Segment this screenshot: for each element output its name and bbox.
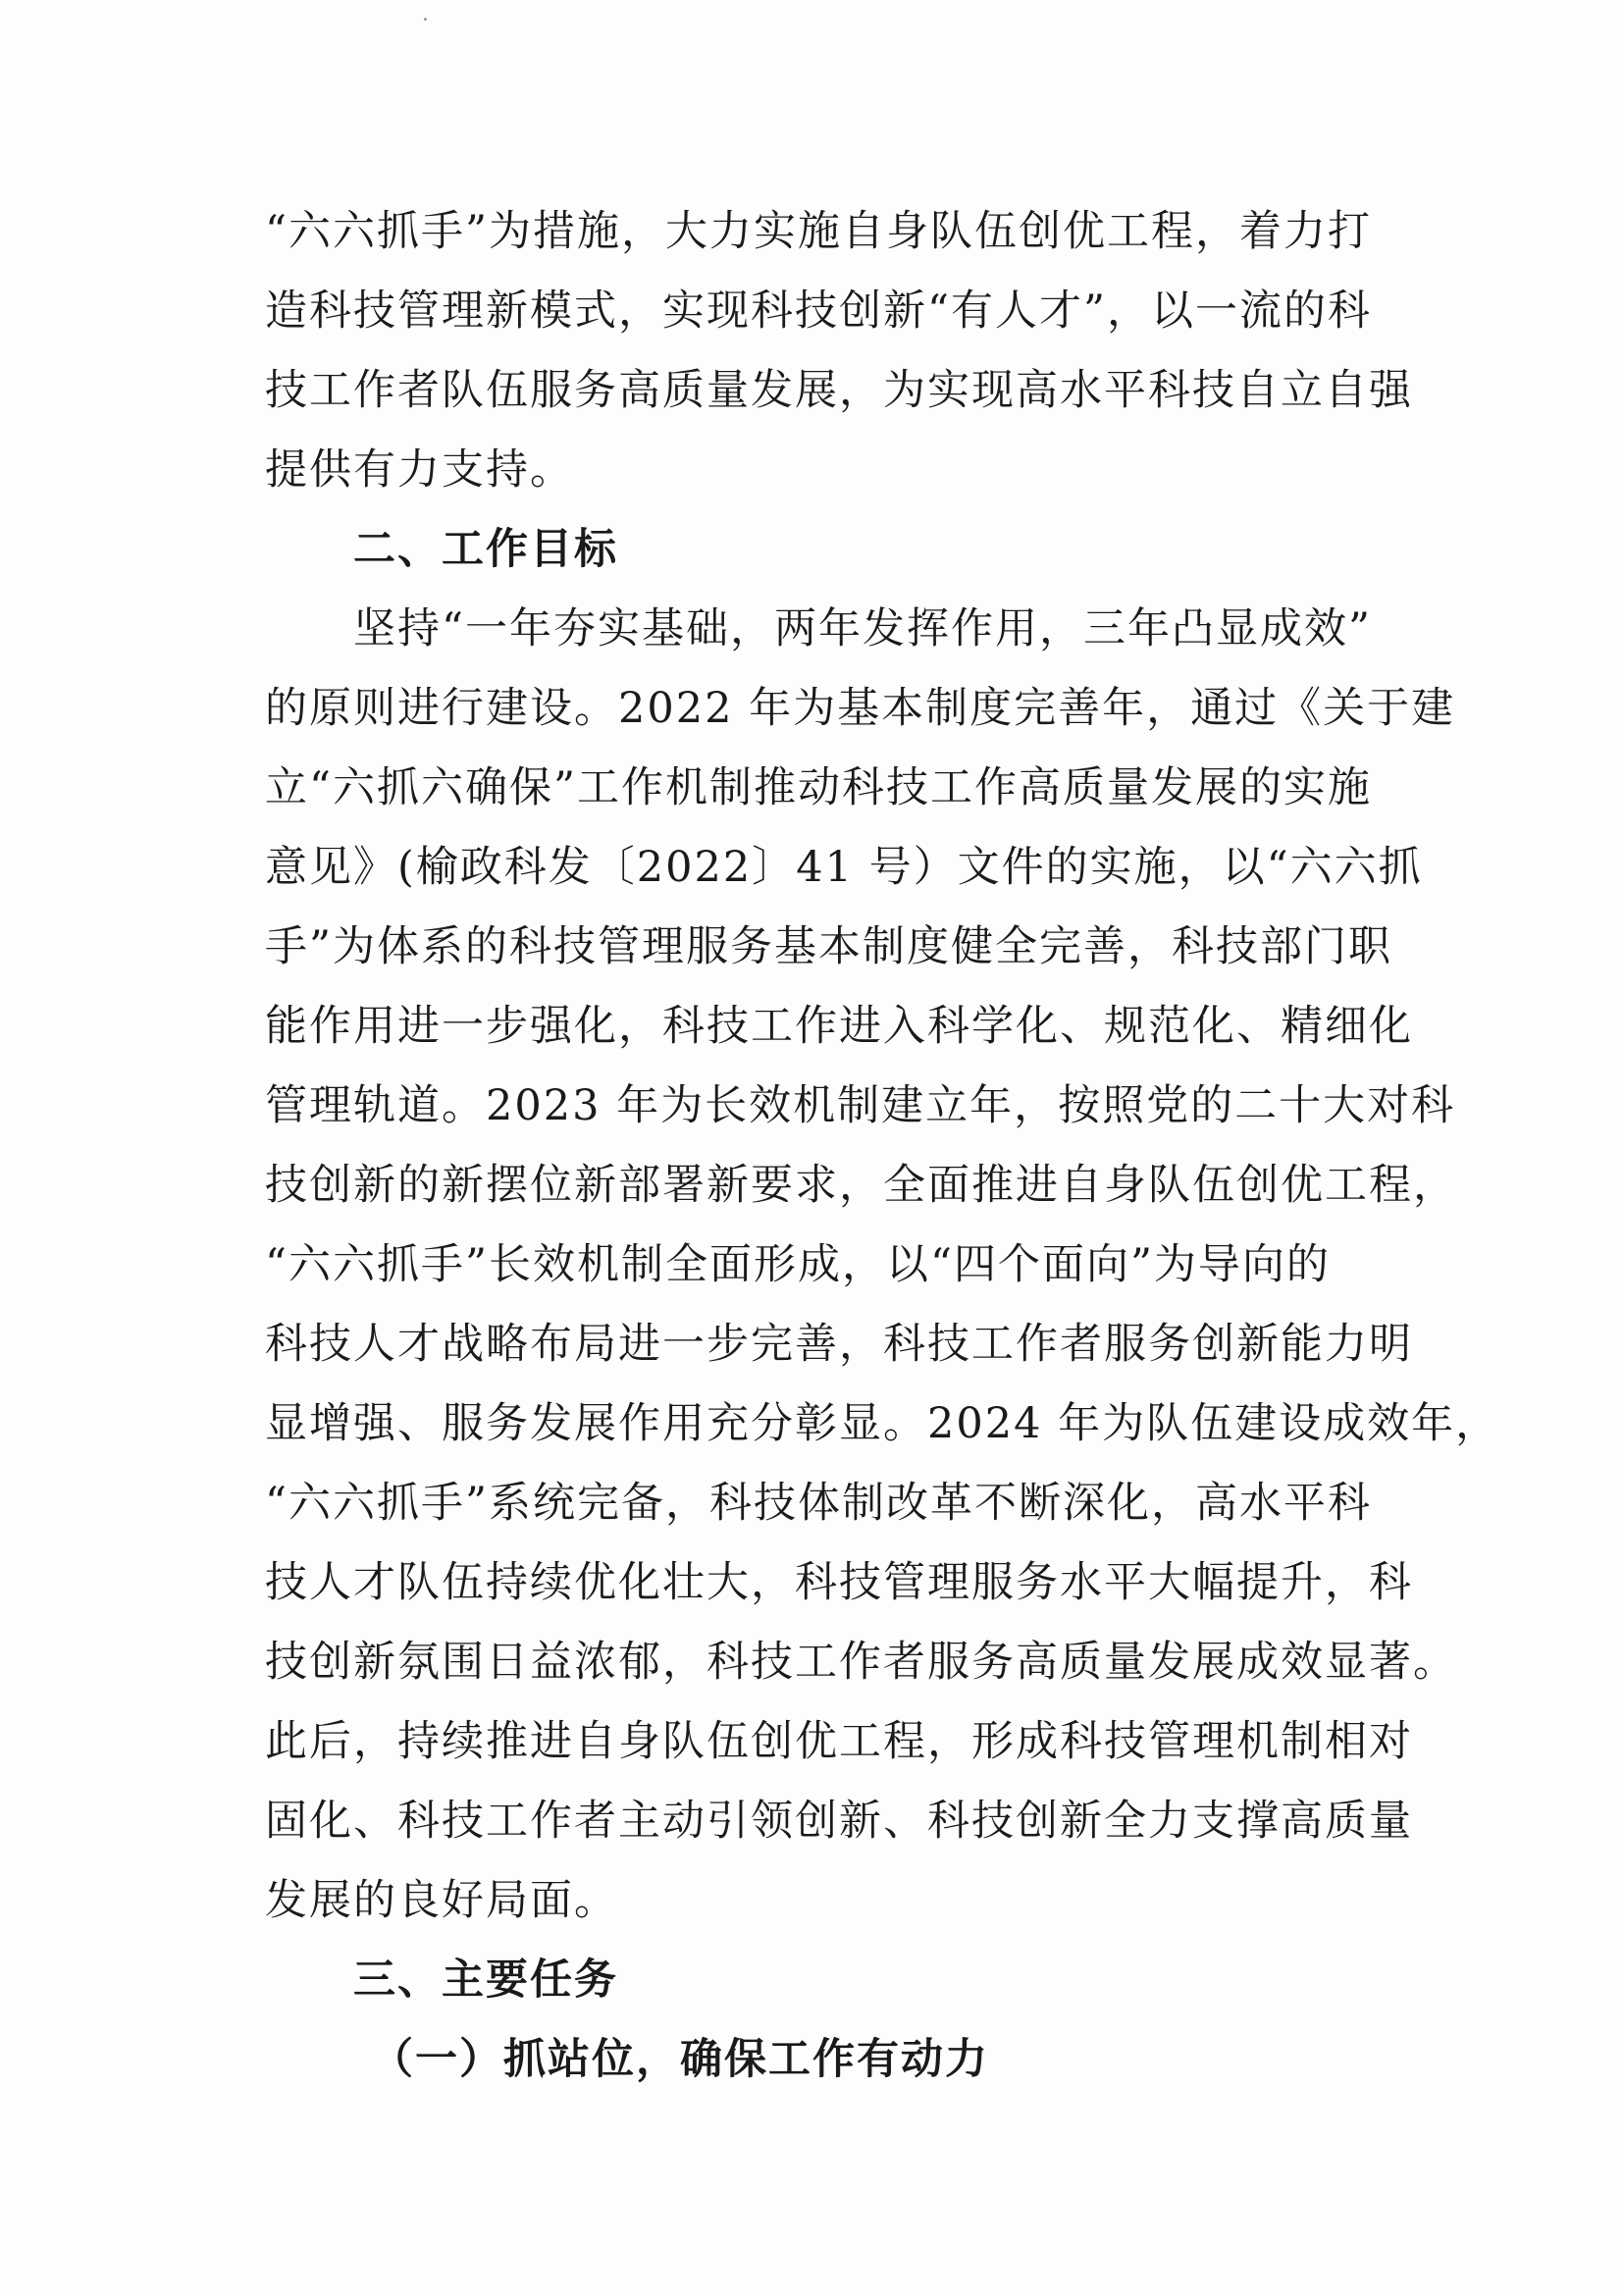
paragraph-work-goals xyxy=(265,590,1500,1941)
text-line: 技工作者队伍服务高质量发展，为实现高水平科技自立自强 xyxy=(265,366,1413,415)
text-line: “六六抓手”系统完备，科技体制改革不断深化，高水平科 xyxy=(265,1479,1372,1528)
text-line: “六六抓手”长效机制全面形成，以“四个面向”为导向的 xyxy=(265,1240,1331,1289)
text-line: 手”为体系的科技管理服务基本制度健全完善，科技部门职 xyxy=(265,922,1392,971)
text-line: 技人才队伍持续优化壮大，科技管理服务水平大幅提升，科 xyxy=(265,1558,1413,1607)
subsection-heading-standpoint: （一）抓站位，确保工作有动力 xyxy=(371,2035,989,2084)
document-body xyxy=(265,192,1500,2100)
paragraph-intro xyxy=(265,192,1413,510)
text-line: 发展的良好局面。 xyxy=(265,1876,618,1925)
text-line: “六六抓手”为措施，大力实施自身队伍创优工程，着力打 xyxy=(265,207,1372,256)
text-line: 的原则进行建设。2022 年为基本制度完善年，通过《关于建 xyxy=(265,684,1456,733)
text-line: 造科技管理新模式，实现科技创新“有人才”，以一流的科 xyxy=(265,287,1372,336)
text-line: 技创新氛围日益浓郁，科技工作者服务高质量发展成效显著。 xyxy=(265,1638,1457,1687)
section-heading-main-tasks: 三、主要任务 xyxy=(353,1956,618,2005)
text-line: 提供有力支持。 xyxy=(265,445,574,495)
text-line: 此后，持续推进自身队伍创优工程，形成科技管理机制相对 xyxy=(265,1717,1413,1766)
section-heading-work-goals: 二、工作目标 xyxy=(353,525,618,574)
text-line: 固化、科技工作者主动引领创新、科技创新全力支撑高质量 xyxy=(265,1797,1413,1846)
scan-speck xyxy=(424,18,427,21)
text-line: 管理轨道。2023 年为长效机制建立年，按照党的二十大对科 xyxy=(265,1081,1456,1130)
text-line: 坚持“一年夯实基础，两年发挥作用，三年凸显成效” xyxy=(353,604,1372,653)
text-line: 意见》(榆政科发〔2022〕41 号）文件的实施，以“六六抓 xyxy=(265,843,1423,892)
text-line: 能作用进一步强化，科技工作进入科学化、规范化、精细化 xyxy=(265,1002,1413,1051)
text-line: 显增强、服务发展作用充分彰显。2024 年为队伍建设成效年， xyxy=(265,1399,1500,1448)
text-line: 技创新的新摆位新部署新要求，全面推进自身队伍创优工程， xyxy=(265,1161,1457,1210)
text-line: 科技人才战略布局进一步完善，科技工作者服务创新能力明 xyxy=(265,1320,1413,1369)
text-line: 立“六抓六确保”工作机制推动科技工作高质量发展的实施 xyxy=(265,763,1372,812)
